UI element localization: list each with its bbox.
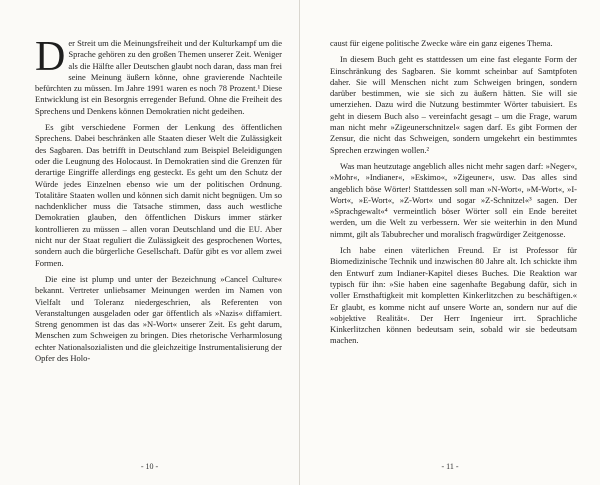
right-text-block xyxy=(330,38,577,352)
page-number-left: - 10 - xyxy=(140,462,159,471)
right-paragraph-1: caust für eigene politische Zwecke wäre ein ganz eigenes Thema. xyxy=(330,38,553,48)
left-paragraph-1-text: er Streit um die Meinungsfreiheit und der Kulturkampf um die Sprache gehören zu den großen Themen unserer Zeit. Weniger als die Hälfte aller Deutschen glaubt noch daran, dass man frei seine Meinung äußern könne, ohne gravierende Nachteile befürchten zu müssen. Im Jahre 1991 waren es noch 78 Prozent.¹ Diese Entwicklung ist ein Besorgnis erregender Befund. Ohne die Freiheit des Sprechens und Denkens können Demokratien nicht gedeihen. xyxy=(35,38,282,116)
drop-cap: D xyxy=(35,34,66,80)
left-paragraph-3: Die eine ist plump und unter der Bezeichnung »Cancel Culture« bekannt. Vertreter unliebsamer Meinungen werden im Namen von Vielfalt und Toleranz niedergeschrien, als Referenten von Veranstaltungen ausgeladen oder gar öffentlich als »Nazis« diffamiert. Streng genommen ist das das »N-Wort« unserer Zeit. Es geht darum, Menschen zum Schweigen zu bringen. Dies rhetorische Verharmlosung echter Nationalsozialisten und die gleichzeitige Instrumentalisierung der Opfer des Holo- xyxy=(35,273,282,364)
page-number-right: - 11 - xyxy=(441,462,459,471)
left-paragraph-2: Es gibt verschiedene Formen der Lenkung des öffentlichen Sprechens. Dabei beschränken alle Staaten dieser Welt die Zulässigkeit des Sagbaren. Das betrifft in Deutschland zum Beispiel Beleidigungen oder die Leugnung des Holocaust. In Demokratien sind die Grenzen für derartige Eingriffe allerdings eng gesteckt. Es geht um den Schutz der Würde jedes Einzelnen ebenso wie um der politischen Ordnung. Totalitäre Staaten wollen und können sich damit nicht begnügen. Um so nachdenklicher muss die Tatsache stimmen, dass auch westliche Demokratien glauben, den öffentlichen Diskurs immer stärker kontrollieren zu müssen – allen voran Deutschland und die EU. Aber nicht nur der Staat reguliert die Zulässigkeit des gesprochenen Wortes, sondern auch die bürgerliche Gesellschaft. Dafür gibt es vor allem zwei Formen. xyxy=(35,122,282,268)
right-paragraph-4: Ich habe einen väterlichen Freund. Er ist Professor für Biomedizinische Technik und inzwischen 80 Jahre alt. Ich schickte ihm den Entwurf zum Indianer-Kapitel dieses Buches. Die Reaktion war typisch für ihn: »Sie haben eine sagenhafte Begabung dafür, sich in voller Ernsthaftigkeit mit kompletten Kinkerlitzchen zu beschäftigen.« Er glaubt, es komme nicht auf unsere Worte an, sondern nur auf die »objektive Realität«. Der Herr Ingenieur irrt. Sprachliche Kinkerlitzchen können bedeutsam sein, sobald wir sie bedeutsam machen. xyxy=(330,245,577,346)
right-page xyxy=(300,0,600,485)
left-paragraph-1 xyxy=(35,34,282,117)
right-paragraph-2: In diesem Buch geht es stattdessen um eine fast elegante Form der Einschränkung des Sagbaren. Sie kommt scheinbar auf Samtpfoten daher. Sie will Menschen nicht zum Schweigen bringen, sondern darüber bestimmen, wie sie sich zu äußern hätten. Sie will sie umerziehen. Dazu wird die Nutzung bestimmter Wörter tabuisiert. Es geht in diesem Buch also – vereinfacht gesagt – um die Frage, warum man nicht mehr »Zigeunerschnitzel« sagen darf. Es gibt Formen der Zensur, die nicht das Schweigen, sondern umgekehrt ein bestimmtes Sprechen erzwingen wollen.² xyxy=(330,54,577,155)
left-text-block xyxy=(35,34,282,369)
right-paragraph-3: Was man heutzutage angeblich alles nicht mehr sagen darf: »Neger«, »Mohr«, »Indianer«, »Eskimo«, »Zigeuner«, usw. Das alles sind angeblich böse Wörter! Stattdessen soll man »N-Wort«, »M-Wort«, »I-Wort«, »E-Wort«, »Z-Wort« und sogar »Z-Schnitzel«³ sagen. Der »Sprachgewalt«⁴ vermeintlich böser Wörter soll ein Ende bereitet werden, um die Welt zu verbessern. Wer sie weiterhin in den Mund nimmt, gilt als Tabubrecher und moralisch fragwürdiger Zeitgenosse. xyxy=(330,160,577,239)
